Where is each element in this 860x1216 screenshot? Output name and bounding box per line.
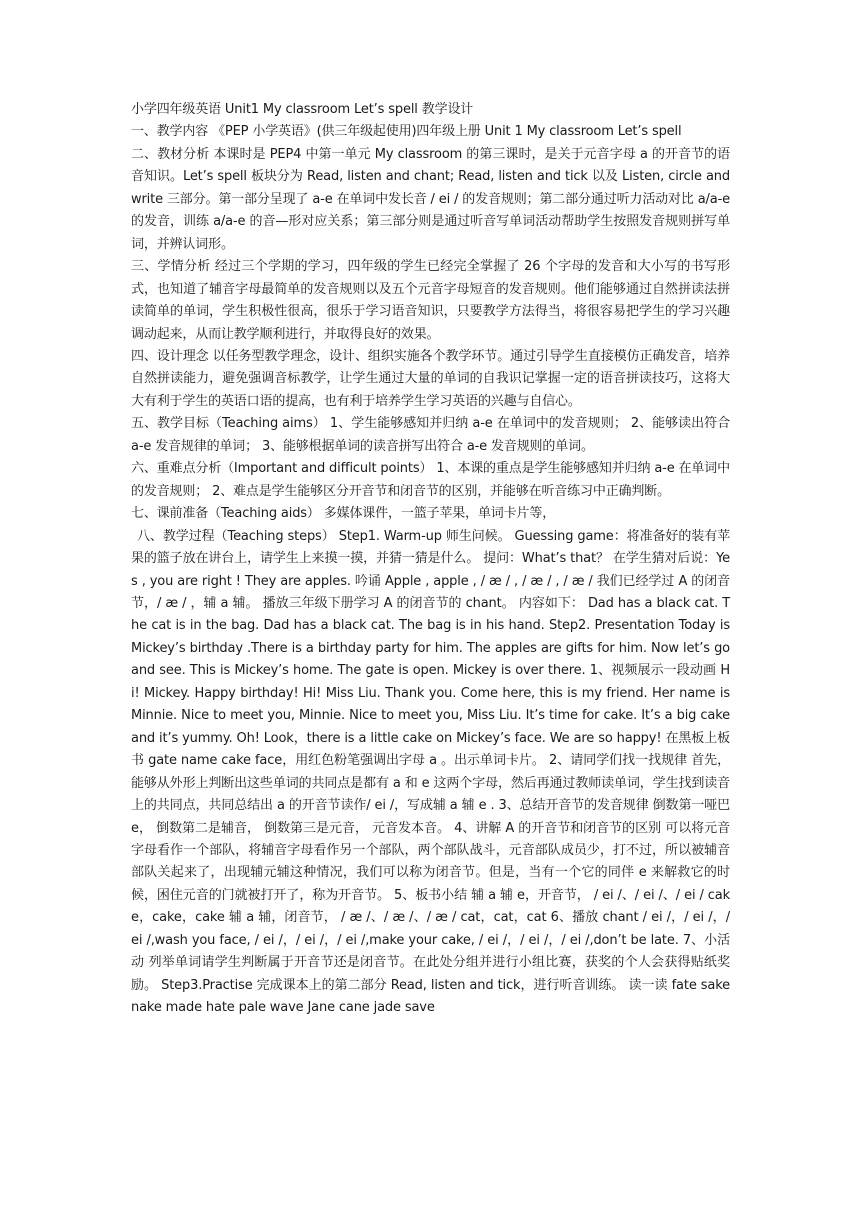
section-teaching-content: 一、教学内容 《PEP 小学英语》(供三年级起使用)四年级上册 Unit 1 My classroom Let’s spell [131,124,682,140]
section-teaching-aids: 七、课前准备（Teaching aids） 多媒体课件，一篮子苹果，单词卡片等， [131,506,556,522]
section-key-points: 六、重难点分析（Important and difficult points） 1、本课的重点是学生能够感知并归纳 a-e 在单词中的发音规则； 2、难点是学生能够区分开音节和闭音节的区别，并能够在听音练习中正确判断。 [131,461,730,499]
section-design-concept: 四、设计理念 以任务型教学理念，设计、组织实施各个教学环节。通过引导学生直接模仿正确发音，培养自然拼读能力，避免强调音标教学，让学生通过大量的单词的自我识记掌握一定的语音拼读技巧，这将大大有利于学生的英语口语的提高，也有利于培养学生学习英语的兴趣与自信心。 [131,348,730,409]
section-teaching-steps: 八、教学过程（Teaching steps） Step1. Warm-up 师生问候。 Guessing game：将准备好的装有苹果的篮子放在讲台上，请学生上来摸一摸，并猜一猜是什么。 提问：What’s that？ 在学生猜对后说：Yes , you are right ! They are apples. 吟诵 Apple , apple , / æ / , / æ / , / æ / 我们已经学过 A 的闭音节，/ æ / ，辅 a 辅。 播放三年级下册学习 A 的闭音节的 chant。 内容如下： Dad has a black cat. The cat is in the bag. Dad has a black cat. The bag is in his hand. Step2. Presentation Today is Mickey’s birthday .There is a birthday party for him. The apples are gifts for him. Now let’s go and see. This is Mickey’s home. The gate is open. Mickey is over there. 1、视频展示一段动画 Hi! Mickey. Happy birthday! Hi! Miss Liu. Thank you. Come here, this is my friend. Her name is Minnie. Nice to meet you, Minnie. Nice to meet you, Miss Liu. It’s time for cake. It’s a big cake and it’s yummy. Oh! Look，there is a little cake on Mickey’s face. We are so happy! 在黑板上板书 gate name cake face，用红色粉笔强调出字母 a 。出示单词卡片。 2、请同学们找一找规律 首先，能够从外形上判断出这些单词的共同点是都有 a 和 e 这两个字母，然后再通过教师读单词，学生找到读音上的共同点，共同总结出 a 的开音节读作/ ei /，写成辅 a 辅 e . 3、总结开音节的发音规律 倒数第一哑巴 e， 倒数第二是辅音， 倒数第三是元音， 元音发本音。 4、讲解 A 的开音节和闭音节的区别 可以将元音字母看作一个部队，将辅音字母看作另一个部队，两个部队战斗，元音部队成员少，打不过，所以被辅音部队关起来了，出现辅元辅这种情况，我们可以称为闭音节。但是，当有一个它的同伴 e 来解救它的时候，困住元音的门就被打开了，称为开音节。 5、板书小结 辅 a 辅 e，开音节， / ei /、/ ei /、/ ei / cake，cake，cake 辅 a 辅，闭音节， / æ /、/ æ /、/ æ / cat，cat，cat 6、播放 chant / ei /，/ ei /，/ ei /,wash you face, / ei /，/ ei /，/ ei /,make your cake, / ei /，/ ei /，/ ei /,don’t be late. 7、小活动 列举单词请学生判断属于开音节还是闭音节。在此处分组并进行小组比赛，获奖的个人会获得贴纸奖励。 Step3.Practise 完成课本上的第二部分 Read, listen and tick，进行听音训练。 读一读 fate sake nake made hate pale wave Jane cane jade save [131,528,730,1016]
document-body [131,99,730,1020]
section-learner-analysis: 三、学情分析 经过三个学期的学习，四年级的学生已经完全掌握了 26 个字母的发音和大小写的书写形式，也知道了辅音字母最简单的发音规则以及五个元音字母短音的发音规则。他们能够通过自然拼读法拼读简单的单词，学生积极性很高，很乐于学习语音知识，只要教学方法得当，将很容易把学生的学习兴趣调动起来，从而让教学顺利进行，并取得良好的效果。 [131,259,730,342]
section-teaching-aims: 五、教学目标（Teaching aims） 1、学生能够感知并归纳 a-e 在单词中的发音规则； 2、能够读出符合 a-e 发音规律的单词； 3、能够根据单词的读音拼写出符合 a-e 发音规则的单词。 [131,416,730,454]
section-material-analysis: 二、教材分析 本课时是 PEP4 中第一单元 My classroom 的第三课时，是关于元音字母 a 的开音节的语音知识。Let’s spell 板块分为 Read, listen and chant; Read, listen and tick 以及 Listen, circle and write 三部分。第一部分呈现了 a-e 在单词中发长音 / ei / 的发音规则；第二部分通过听力活动对比 a/a-e 的发音，训练 a/a-e 的音—形对应关系；第三部分则是通过听音写单词活动帮助学生按照发音规则拼写单词，并辨认词形。 [131,146,730,252]
document-title: 小学四年级英语 Unit1 My classroom Let’s spell 教学设计 [131,102,474,117]
